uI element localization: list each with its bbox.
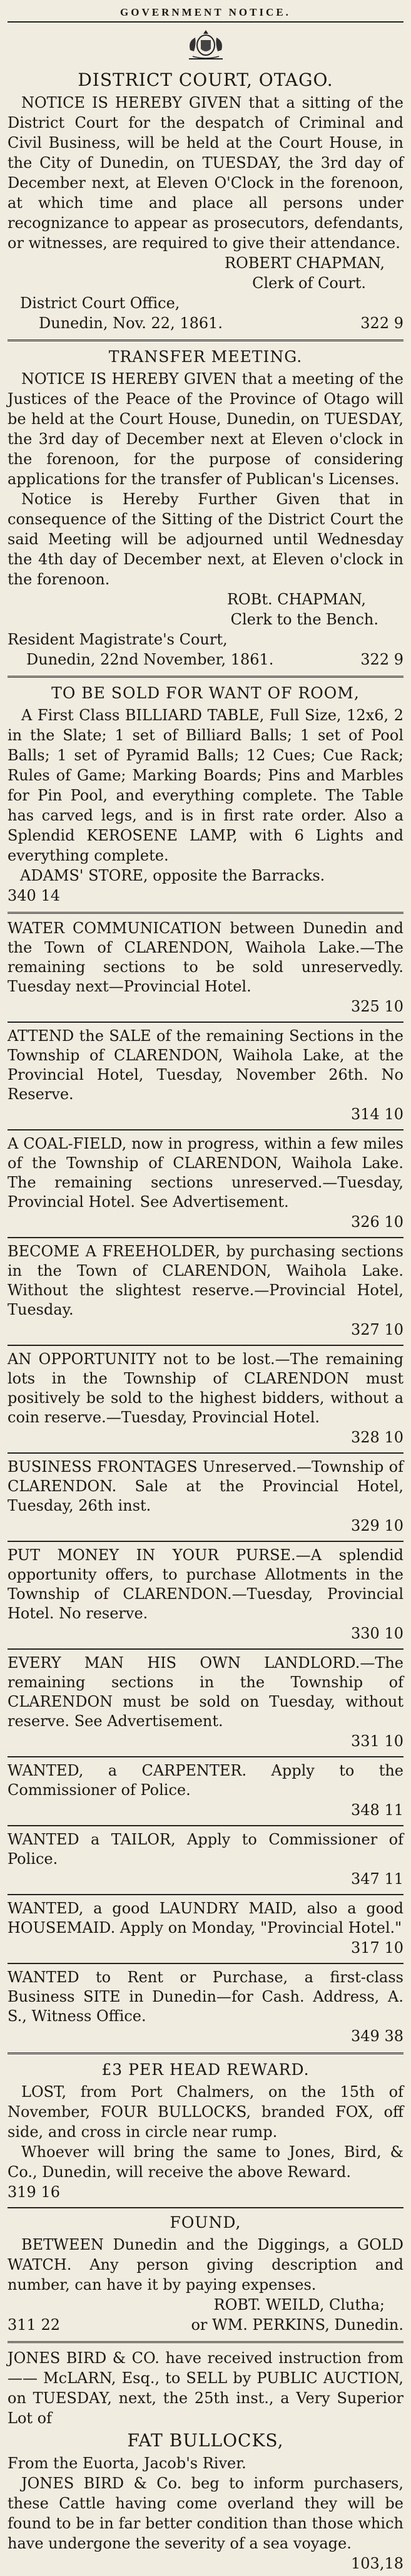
classified-ad (8, 1899, 403, 1958)
divider (8, 1756, 403, 1757)
ad-ref: 347 11 (351, 1870, 403, 1888)
divider (8, 1825, 403, 1826)
ad-ref: 327 10 (351, 1321, 403, 1338)
divider (8, 1129, 403, 1130)
found-title: FOUND, (170, 2213, 241, 2232)
notice2-office: Resident Magistrate's Court, (8, 631, 228, 648)
classified-ad (8, 1830, 403, 1889)
divider (8, 1345, 403, 1346)
district-court-body: NOTICE IS HEREBY GIVEN that a sitting of the District Court for the despatch of Criminal and Civil Business, will be held at the Court House, in the City of Dunedin, on TUESDAY, the 3rd day of December next, at Eleven O'Clock in the forenoon, at which time and place all persons under recognizance to appear as prosecutors, defendants, or witnesses, are required to give their attendance. (8, 94, 403, 252)
auction-title: FAT BULLOCKS, (127, 2430, 284, 2451)
notice1-ref: 322 9 (360, 314, 403, 332)
ad-text: WANTED a TAILOR, Apply to Commissioner of Police. (8, 1831, 403, 1868)
auction-ref: 103,18 (351, 2555, 403, 2572)
classified-ad (8, 1027, 403, 1124)
reward-body2: Whoever will bring the same to Jones, Bird, & Co., Dunedin, will receive the above Reward. (8, 2143, 403, 2181)
found-ref: 311 22 (8, 2316, 60, 2334)
divider (8, 1022, 403, 1023)
ad-ref: 348 11 (351, 1801, 403, 1819)
ad-ref: 329 10 (351, 1517, 403, 1534)
ad-text: BUSINESS FRONTAGES Unreserved.—Township of CLARENDON. Sale at the Provincial Hotel, Tuesday, 26th inst. (8, 1458, 403, 1514)
ad-ref: 317 10 (351, 1939, 403, 1957)
sale-body: A First Class BILLIARD TABLE, Full Size, 12x6, 2 in the Slate; 1 set of Billiard Balls; 1 set of Pool Balls; 1 set of Pyramid Balls; 12 Cues; Cue Rack; Rules of Game; Marking Boards; Pins and Marbles for Pin Pool, and everything complete. The Table has carved legs, and is in first rate order. Also a Splendid KEROSENE LAMP, with 6 Lights and everything complete. (8, 706, 403, 864)
classified-ads (8, 919, 403, 2046)
ad-text: ATTEND the SALE of the remaining Sections in the Township of CLARENDON, Waihola Lake, at the Provincial Hotel, Tuesday, November 26th. No Reserve. (8, 1027, 403, 1103)
divider (8, 2207, 403, 2208)
classified-ad (8, 919, 403, 1016)
notice1-date-row (8, 313, 403, 333)
ad-ref: 314 10 (351, 1105, 403, 1123)
notice1-signer: ROBERT CHAPMAN, (225, 254, 385, 272)
classified-ad (8, 1546, 403, 1643)
notice2-signer-title: Clerk to the Bench. (230, 611, 378, 628)
ad-text: AN OPPORTUNITY not to be lost.—The remaining lots in the Township of CLARENDON must positively be sold to the highest bidders, without a coin reserve.—Tuesday, Provincial Hotel. (8, 1350, 403, 1426)
transfer-meeting-title: TRANSFER MEETING. (108, 348, 303, 366)
ad-ref: 349 38 (351, 2027, 403, 2045)
transfer-meeting-body: NOTICE IS HEREBY GIVEN that a meeting of the Justices of the Peace of the Province of Otago will be held at the Court House, Dunedin, on TUESDAY, the 3rd day of December next at Eleven o'clock in the forenoon, for the purpose of considering applications for the transfer of Publican's Licenses. (8, 370, 403, 488)
classified-ad (8, 1457, 403, 1536)
divider (8, 1237, 403, 1238)
divider (8, 339, 403, 341)
ad-text: WANTED to Rent or Purchase, a first-class Business SITE in Dunedin—for Cash. Address, A. S., Witness Office. (8, 1968, 403, 2025)
auction-from: From the Euorta, Jacob's River. (8, 2454, 246, 2472)
transfer-meeting-body2: Notice is Hereby Further Given that in consequence of the Sitting of the District Court the said Meeting will be adjourned until Wednesday the 4th day of December next, at Eleven o'clock in the forenoon. (8, 490, 403, 588)
ad-ref: 331 10 (351, 1732, 403, 1750)
ad-ref: 328 10 (351, 1429, 403, 1446)
ad-text: PUT MONEY IN YOUR PURSE.—A splendid opportunity offers, to purchase Allotments in the Township of CLARENDON.—Tuesday, Provincial Hotel. No reserve. (8, 1546, 403, 1622)
notice1-signer-title: Clerk of Court. (252, 274, 366, 292)
notice2-date-row (8, 649, 403, 670)
divider (8, 1648, 403, 1650)
auction-body: JONES BIRD & CO. have received instruction from —— McLARN, Esq., to SELL by PUBLIC AUCTION, on TUESDAY, next, the 25th inst., a Very Superior Lot of (8, 2349, 403, 2427)
classified-ad (8, 1968, 403, 2046)
divider (8, 1452, 403, 1454)
ad-text: WANTED, a CARPENTER. Apply to the Commissioner of Police. (8, 1762, 403, 1799)
royal-coat-of-arms-icon (184, 28, 228, 65)
classified-ad (8, 1761, 403, 1820)
divider (8, 2341, 403, 2343)
district-court-title: DISTRICT COURT, OTAGO. (78, 70, 333, 90)
found-body: BETWEEN Dunedin and the Diggings, a GOLD WATCH. Any person giving description and number, can have it by paying expenses. (8, 2236, 403, 2294)
divider (8, 676, 403, 678)
classified-ad (8, 1134, 403, 1232)
notice2-signer: ROBt. CHAPMAN, (226, 591, 366, 608)
ad-ref: 330 10 (351, 1625, 403, 1642)
ad-ref: 325 10 (351, 998, 403, 1015)
divider (8, 1963, 403, 1964)
divider (8, 2052, 403, 2054)
reward-body: LOST, from Port Chalmers, on the 15th of November, FOUR BULLOCKS, branded FOX, off side, and cross in circle near rump. (8, 2083, 403, 2141)
ad-ref: 326 10 (351, 1213, 403, 1231)
reward-ref: 319 16 (8, 2183, 60, 2201)
notice1-office: District Court Office, (20, 294, 180, 312)
sale-store: ADAMS' STORE, opposite the Barracks. (20, 867, 325, 884)
divider (8, 1541, 403, 1542)
classified-ad (8, 1242, 403, 1340)
government-notice-header: GOVERNMENT NOTICE. (8, 6, 403, 23)
sale-title: TO BE SOLD FOR WANT OF ROOM, (51, 684, 360, 702)
reward-title: £3 PER HEAD REWARD. (101, 2061, 310, 2079)
auction-body2: JONES BIRD & Co. beg to inform purchasers, these Cattle having come overland they will be found to be in far better condition than those which have undergone the severity of a sea voyage. (8, 2475, 403, 2552)
classified-ad (8, 1350, 403, 1447)
ad-text: A COAL-FIELD, now in progress, within a few miles of the Township of CLARENDON, Waihola Lake. The remaining sections unreserved.—Tuesday, Provincial Hotel. See Advertisement. (8, 1135, 403, 1211)
ad-text: BECOME A FREEHOLDER, by purchasing sections in the Town of CLARENDON, Waihola Lake. Without the slightest reserve.—Provincial Hotel, Tuesday. (8, 1243, 403, 1318)
notice1-date: Dunedin, Nov. 22, 1861. (39, 314, 223, 332)
classified-ad (8, 1653, 403, 1751)
divider (8, 912, 403, 914)
notice2-date: Dunedin, 22nd November, 1861. (26, 651, 274, 668)
found-signer2: or WM. PERKINS, Dunedin. (191, 2316, 403, 2334)
ad-text: EVERY MAN HIS OWN LANDLORD.—The remaining sections in the Township of CLARENDON must be sold on Tuesday, without reserve. See Advertisement. (8, 1654, 403, 1730)
found-signer: ROBT. WEILD, Clutha; (213, 2296, 385, 2314)
ad-text: WATER COMMUNICATION between Dunedin and the Town of CLARENDON, Waihola Lake.—The remaining sections to be sold unreservedly. Tuesday next—Provincial Hotel. (8, 919, 403, 995)
sale-ref: 340 14 (8, 887, 60, 904)
divider (8, 1894, 403, 1895)
ad-text: WANTED, a good LAUNDRY MAID, also a good HOUSEMAID. Apply on Monday, "Provincial Hotel." (8, 1900, 403, 1937)
notice2-ref: 322 9 (360, 651, 403, 668)
found-ref-row (8, 2315, 403, 2335)
